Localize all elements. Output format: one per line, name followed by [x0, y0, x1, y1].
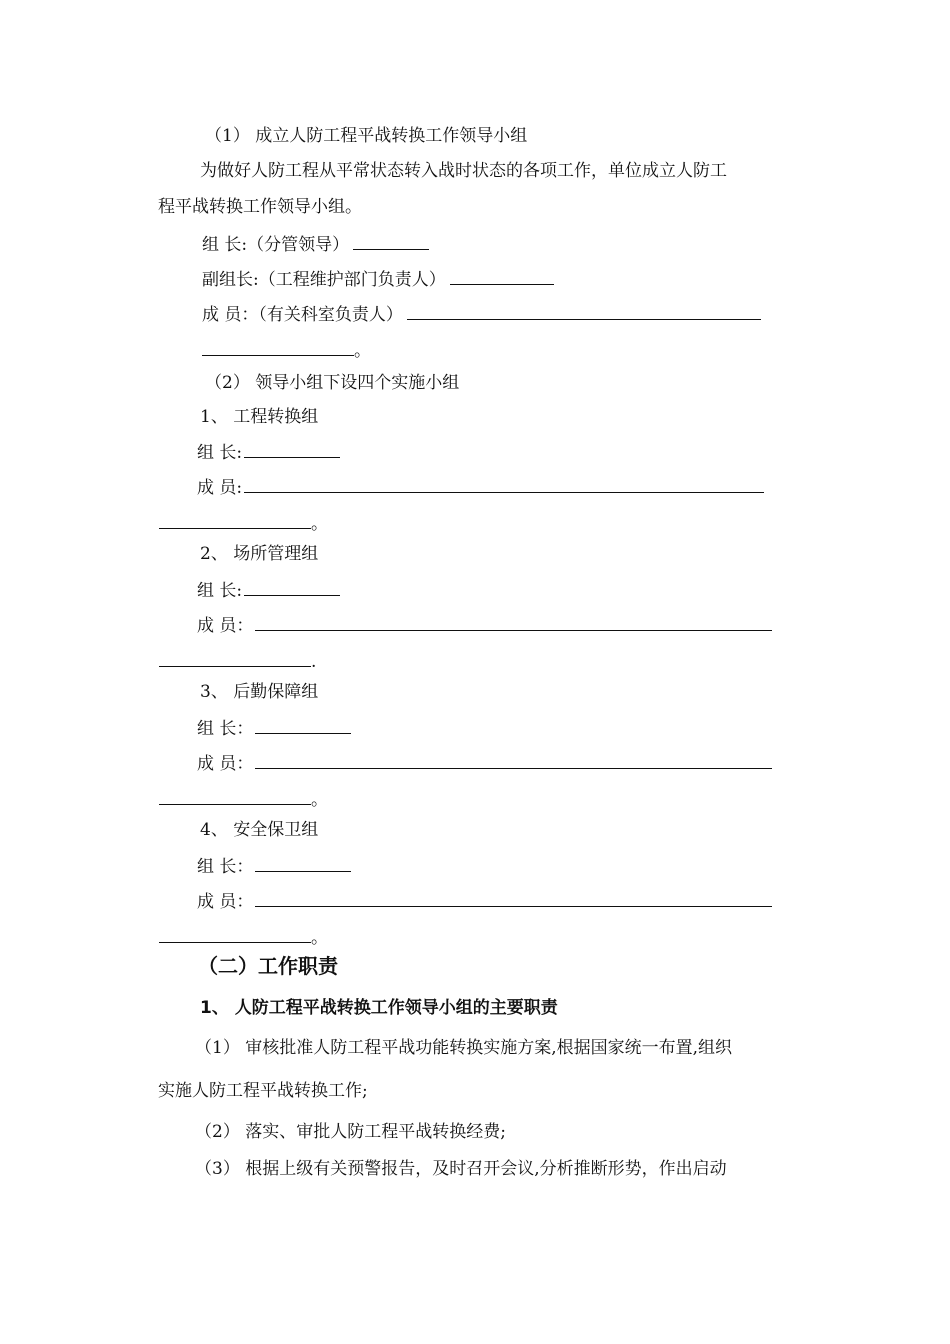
group4-members-row: [197, 889, 772, 913]
section1-intro-line2: 程平战转换工作领导小组。: [158, 197, 362, 217]
group4-members-blank-cont: [159, 925, 311, 943]
deputy-label: 副组长:（工程维护部门负责人）: [202, 270, 446, 290]
group3-members-row: [197, 751, 772, 775]
section1-leader-row: [202, 232, 429, 256]
group3-members-blank-cont: [159, 787, 311, 805]
group2-leader-row: [197, 578, 340, 602]
group1-members-blank: [244, 475, 764, 493]
group2-members-label: 成 员：: [197, 616, 254, 636]
duty-item2: （2） 落实、审批人防工程平战转换经费;: [195, 1122, 506, 1142]
group3-end-mark: 。: [311, 790, 328, 810]
group4-leader-blank: [255, 854, 351, 872]
group1-end-mark: 。: [311, 514, 328, 534]
group2-members-cont: [159, 649, 316, 673]
section1-intro-line1: 为做好人防工程从平常状态转入战时状态的各项工作，单位成立人防工: [200, 161, 727, 181]
group4-members-cont: [159, 925, 328, 949]
group4-leader-label: 组 长：: [197, 857, 254, 877]
members-blank: [407, 302, 761, 320]
end-mark: 。: [354, 341, 371, 361]
section2-heading: （2） 领导小组下设四个实施小组: [205, 373, 460, 393]
duty-item3: （3） 根据上级有关预警报告，及时召开会议,分析推断形势，作出启动: [195, 1159, 727, 1179]
group3-members-blank: [255, 751, 772, 769]
group1-leader-blank: [244, 440, 340, 458]
group3-title: 3、 后勤保障组: [200, 682, 319, 702]
duty-item1-line2: 实施人防工程平战转换工作;: [158, 1081, 368, 1101]
group2-leader-label: 组 长:: [197, 581, 243, 601]
group1-members-cont: [159, 511, 328, 535]
group3-members-cont: [159, 787, 328, 811]
group1-title: 1、 工程转换组: [200, 407, 319, 427]
section1-members-row: [202, 302, 761, 326]
group2-members-blank: [255, 613, 772, 631]
group4-leader-row: [197, 854, 351, 878]
group4-members-label: 成 员：: [197, 892, 254, 912]
section1-members-cont: [202, 338, 371, 362]
duty-item1-line1: （1） 审核批准人防工程平战功能转换实施方案,根据国家统一布置,组织: [195, 1038, 733, 1058]
deputy-blank: [450, 267, 554, 285]
group1-members-row: [197, 475, 764, 499]
group4-end-mark: 。: [311, 928, 328, 948]
group3-leader-row: [197, 716, 351, 740]
section1-deputy-row: [202, 267, 554, 291]
group2-members-blank-cont: [159, 649, 311, 667]
group4-title: 4、 安全保卫组: [200, 820, 319, 840]
group2-title: 2、 场所管理组: [200, 544, 319, 564]
group3-leader-label: 组 长：: [197, 719, 254, 739]
group1-leader-label: 组 长:: [197, 443, 243, 463]
group1-members-label: 成 员:: [197, 478, 243, 498]
section1-heading: （1） 成立人防工程平战转换工作领导小组: [205, 126, 528, 146]
group2-end-mark: .: [311, 652, 317, 672]
duties-heading: （二）工作职责: [198, 954, 338, 978]
group2-leader-blank: [244, 578, 340, 596]
leader-label: 组 长:（分管领导）: [202, 235, 350, 255]
group2-members-row: [197, 613, 772, 637]
group3-members-label: 成 员：: [197, 754, 254, 774]
leader-blank: [353, 232, 429, 250]
group1-leader-row: [197, 440, 340, 464]
group4-members-blank: [255, 889, 772, 907]
members-blank-cont: [202, 338, 354, 356]
duties-sub-heading: 1、 人防工程平战转换工作领导小组的主要职责: [200, 998, 558, 1018]
group3-leader-blank: [255, 716, 351, 734]
members-label: 成 员：（有关科室负责人）: [202, 305, 403, 325]
group1-members-blank-cont: [159, 511, 311, 529]
